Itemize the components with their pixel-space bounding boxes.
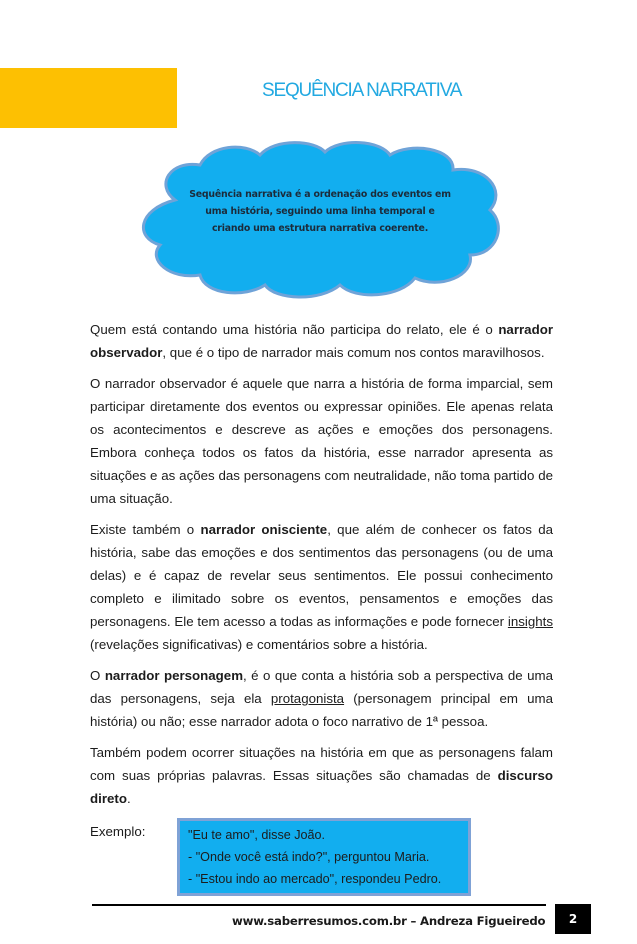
text-span: Também podem ocorrer situações na história em que as personagens falam com suas próprias palavras. Essas situações são chamadas de xyxy=(90,745,553,783)
paragraph-narrador-observador-detail xyxy=(90,372,553,510)
page-header xyxy=(0,0,637,140)
header-accent-bar xyxy=(0,68,177,128)
text-span: O narrador observador é aquele que narra a história de forma imparcial, sem participar diretamente dos eventos ou expressar opiniões. Ele apenas relata os acontecimentos e descreve as ações e emoções dos personagens. Embora conheça todos os fatos da história, esse narrador apresenta as situações e as ações das personagens com neutralidade, não toma partido de uma situação. xyxy=(90,376,553,506)
link-protagonista[interactable]: protagonista xyxy=(270,691,345,706)
example-line: - "Estou indo ao mercado", respondeu Pedro. xyxy=(188,872,442,886)
text-span: O xyxy=(90,668,105,683)
text-span: Existe também o xyxy=(90,522,201,537)
text-span: , que é o tipo de narrador mais comum nos contos maravilhosos. xyxy=(162,345,545,360)
term-narrador-personagem: narrador personagem xyxy=(104,668,244,683)
example-line: "Eu te amo", disse João. xyxy=(188,828,326,842)
paragraph-narrador-observador-intro xyxy=(90,318,553,364)
term-discurso-direto: discurso direto xyxy=(90,768,553,806)
text-span: (revelações significativas) e comentários sobre a história. xyxy=(90,637,428,652)
definition-cloud xyxy=(135,140,505,310)
paragraph-narrador-personagem xyxy=(90,664,553,733)
cloud-line: criando uma estrutura narrativa coerente. xyxy=(211,223,429,234)
page-title: SEQUÊNCIA NARRATIVA xyxy=(262,80,462,101)
definition-text xyxy=(170,186,470,237)
text-span: . xyxy=(126,791,131,806)
term-narrador-onisciente: narrador onisciente xyxy=(200,522,328,537)
example-line: - "Onde você está indo?", perguntou Maria. xyxy=(188,850,430,864)
example-box xyxy=(177,818,471,896)
paragraph-narrador-onisciente xyxy=(90,518,553,656)
link-insights[interactable]: insights xyxy=(507,614,553,629)
example-label: Exemplo: xyxy=(90,824,146,839)
text-span: , que além de conhecer os fatos da história, sabe das emoções e dos sentimentos das personagens (ou de uma delas) e é capaz de revelar seus sentimentos. Ele possui conhecimento completo e ilimitado sobre os eventos, pensamentos e emoções das personagens. Ele tem acesso a todas as informações e pode fornecer xyxy=(90,522,553,629)
footer-credit: www.saberresumos.com.br – Andreza Figueiredo xyxy=(232,914,546,928)
footer-divider xyxy=(92,904,546,906)
text-span: Quem está contando uma história não participa do relato, ele é o xyxy=(90,322,499,337)
text-span: (personagem principal em uma história) ou não; esse narrador adota o foco narrativo de 1ª pessoa. xyxy=(90,691,554,729)
term-narrador-observador: narrador observador xyxy=(90,322,553,360)
paragraph-discurso-direto xyxy=(90,741,553,810)
example-section xyxy=(90,818,553,896)
cloud-line: Sequência narrativa é a ordenação dos eventos em xyxy=(189,189,451,200)
cloud-line: uma história, seguindo uma linha temporal e xyxy=(205,206,435,217)
page-number: 2 xyxy=(555,904,591,934)
text-span: , é o que conta a história sob a perspectiva de uma das personagens, seja ela xyxy=(90,668,553,706)
main-content xyxy=(90,310,553,896)
page-footer xyxy=(0,904,637,944)
